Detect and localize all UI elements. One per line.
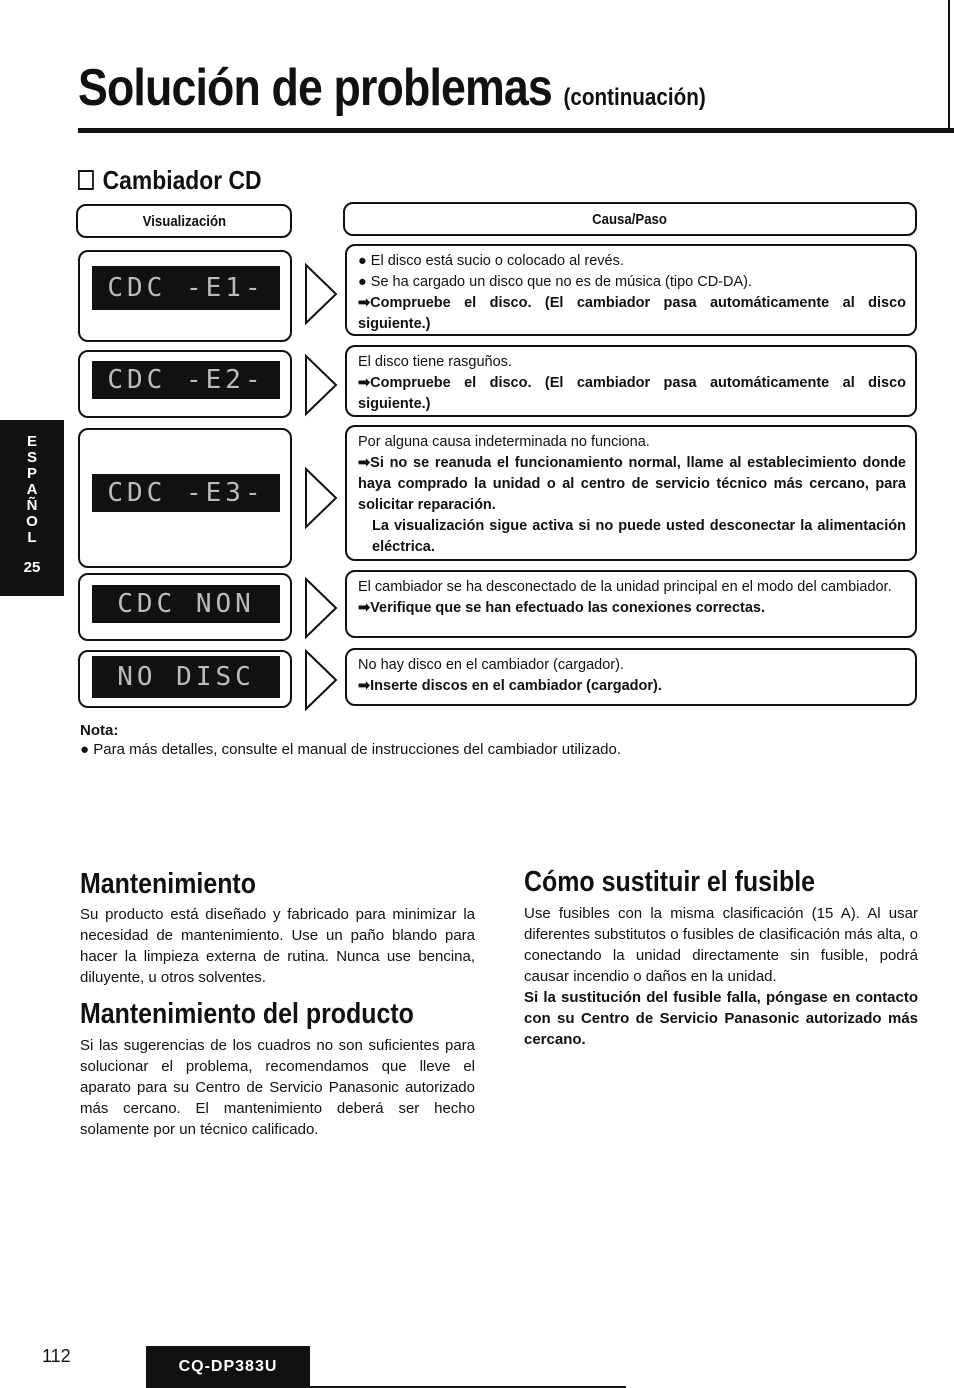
column-header-cause: Causa/Paso (343, 202, 917, 236)
cause-box (345, 570, 917, 638)
fusible-heading: Cómo sustituir el fusible (524, 866, 816, 898)
side-tab-letter: A (26, 481, 38, 498)
side-tab-letter: P (26, 465, 37, 482)
action-line: ➡Compruebe el disco. (El cambiador pasa automáticamente al disco siguiente.) (358, 375, 906, 412)
cause-line: El cambiador se ha desconectado de la unidad principal en el modo del cambiador. (358, 579, 892, 595)
cause-box (345, 244, 917, 336)
action-line: ➡Inserte discos en el cambiador (cargador). (358, 678, 662, 694)
title-rule (78, 128, 954, 133)
cause-line: No hay disco en el cambiador (cargador). (358, 657, 624, 673)
side-tab-letter: E (26, 433, 37, 450)
side-tab-letter: Ñ (26, 497, 38, 514)
side-tab-letter: S (26, 449, 37, 466)
section-heading (78, 165, 262, 196)
side-tab-letters (0, 434, 64, 546)
section-heading-text: Cambiador CD (102, 165, 262, 195)
triangle-arrow-icon (303, 648, 339, 712)
column-header-display: Visualización (76, 204, 292, 238)
title-main: Solución de problemas (78, 59, 552, 117)
triangle-arrow-icon (303, 466, 339, 530)
side-tab-letter: O (26, 513, 38, 530)
fusible-bold-text: Si la sustitución del fusible falla, póngase en contacto con su Centro de Servicio Panasonic autorizado más cercano. (524, 989, 918, 1048)
cause-box (345, 425, 917, 561)
model-badge (146, 1346, 310, 1388)
action-line: ➡Si no se reanuda el funcionamiento normal, llame al establecimiento donde haya comprado la unidad o al centro de servicio técnico más cercano, para solicitar reparación. (358, 455, 906, 513)
action-line: ➡Compruebe el disco. (El cambiador pasa automáticamente al disco siguiente.) (358, 295, 906, 332)
cause-box (345, 345, 917, 417)
mantenimiento-text: Su producto está diseñado y fabricado para minimizar la necesidad de mantenimiento. Use un paño blando para hacer la limpieza externa de rutina. Nunca use bencina, diluyente, u otros solventes. (80, 906, 475, 986)
lcd-display: NO DISC (92, 656, 280, 698)
mantenimiento-producto-text: Si las sugerencias de los cuadros no son suficientes para solucionar el problema, recomendamos que lleve el aparato para su Centro de Servicio Panasonic autorizado más cercano. El mantenimiento deberá ser hecho solamente por un técnico calificado. (80, 1037, 475, 1138)
cause-line: Por alguna causa indeterminada no funciona. (358, 434, 650, 450)
lcd-display: CDC -E3- (92, 474, 280, 512)
side-tab-number: 25 (23, 559, 41, 576)
cause-box (345, 648, 917, 706)
triangle-arrow-icon (303, 353, 339, 417)
action-line: La visualización sigue activa si no puede usted desconectar la alimentación eléctrica. (372, 518, 906, 555)
mantenimiento-producto-heading: Mantenimiento del producto (80, 998, 414, 1030)
cause-line: ● Se ha cargado un disco que no es de música (tipo CD-DA). (358, 274, 753, 290)
side-tab-letter: L (27, 529, 37, 546)
mantenimiento-heading: Mantenimiento (80, 868, 256, 900)
lcd-display: CDC -E1- (92, 266, 280, 310)
page-number: 112 (42, 1346, 71, 1366)
fusible-text: Use fusibles con la misma clasificación (15 A). Al usar diferentes substitutos o fusibles de clasificación más alta, o conectando la unidad directamente sin fusible, podrá causar incendio o daños en la unidad. (524, 905, 918, 985)
lcd-display: CDC -E2- (92, 361, 280, 399)
nota-text: ● Para más detalles, consulte el manual de instrucciones del cambiador utilizado. (80, 741, 622, 758)
cause-line: ● El disco está sucio o colocado al revés. (358, 253, 624, 269)
cause-line: El disco tiene rasguños. (358, 354, 512, 370)
language-side-tab (0, 420, 64, 596)
lcd-display: CDC NON (92, 585, 280, 623)
triangle-arrow-icon (303, 576, 339, 640)
nota-heading: Nota: (80, 722, 119, 739)
title-suffix: (continuación) (563, 84, 706, 111)
action-line: ➡Verifique que se han efectuado las conexiones correctas. (358, 600, 766, 616)
checkbox-square-icon (78, 170, 94, 190)
page-title (78, 59, 706, 117)
model-text: CQ-DP383U (178, 1358, 278, 1375)
triangle-arrow-icon (303, 262, 339, 326)
right-edge-line (948, 0, 950, 128)
